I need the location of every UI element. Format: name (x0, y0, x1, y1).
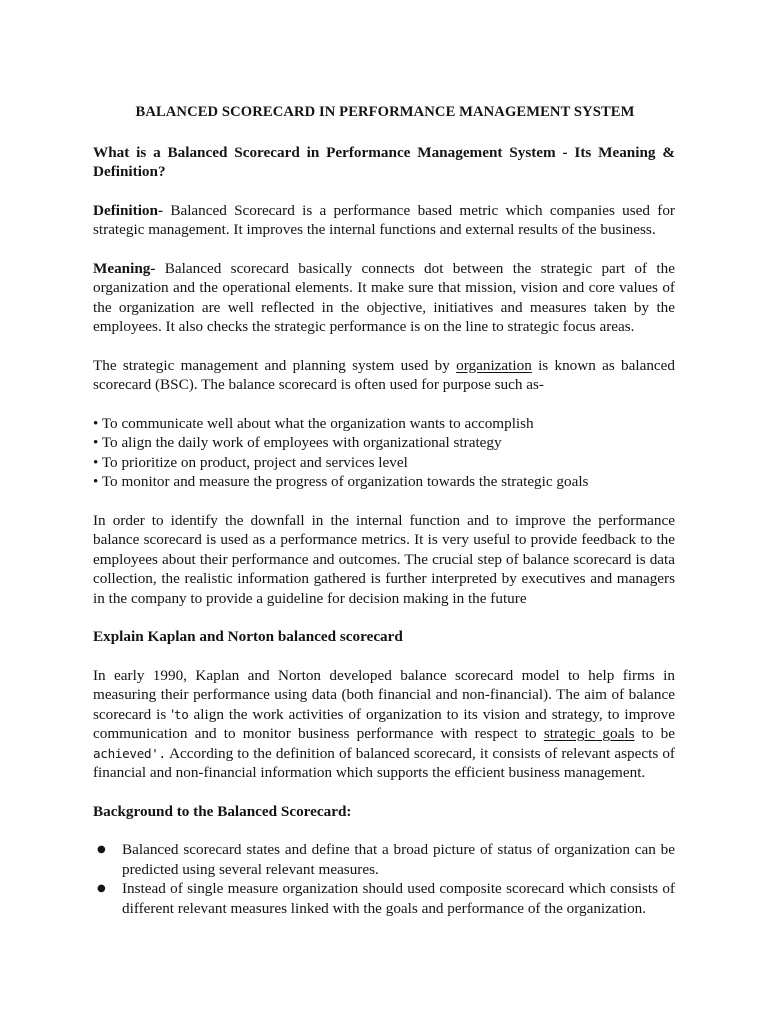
meaning-text: Balanced scorecard basically connects dot between the strategic part of the organization and the operational elements. It make sure that mission, vision and core values of the organization are well reflected in the objective, initiatives and measures taken by the employees. It also checks the strategic performance is on the line to strategic focus areas. (93, 259, 675, 335)
system-text-before: The strategic management and planning system used by (93, 356, 457, 374)
organization-link[interactable]: organization (456, 356, 532, 374)
purpose-list (93, 414, 675, 492)
bullet-dot-icon: ● (97, 883, 106, 894)
kaplan-paragraph (93, 666, 675, 783)
list-item-text: Balanced scorecard states and define that a broad picture of status of organization can be predicted using several relevant measures. (122, 841, 675, 878)
list-item (93, 879, 675, 918)
bullet-dot-icon: ● (97, 844, 106, 855)
meaning-label: Meaning- (93, 259, 156, 277)
question-heading: What is a Balanced Scorecard in Performance Management System - Its Meaning & Definition? (93, 143, 675, 180)
meaning-paragraph (93, 259, 675, 337)
definition-text: Balanced Scorecard is a performance based metric which companies used for strategic management. It improves the internal functions and external results of the business. (93, 201, 675, 238)
list-item: • To monitor and measure the progress of organization towards the strategic goals (93, 473, 589, 490)
definition-paragraph (93, 201, 675, 240)
strategic-goals-link[interactable]: strategic goals (543, 725, 635, 742)
list-item: • To align the daily work of employees with organizational strategy (93, 434, 502, 451)
kaplan-mono-2: achieved'. (93, 745, 166, 761)
downfall-paragraph: In order to identify the downfall in the internal function and to improve the performance balance scorecard is used as a performance metrics. It is very useful to provide feedback to the employees about their performance and outcomes. The crucial step of balance scorecard is data collection, the realistic information gathered is further interpreted by executives and managers in the company to provide a guideline for decision making in the future (93, 511, 675, 607)
definition-label: Definition- (93, 201, 164, 219)
kaplan-text-1: In early 1990, Kaplan and Norton developed balance scorecard model to help firms in measuring their performance using data (both financial and non-financial). The aim of balance scorecard is ' (93, 666, 675, 723)
kaplan-heading: Explain Kaplan and Norton balanced scorecard (93, 628, 403, 645)
page-title: BALANCED SCORECARD IN PERFORMANCE MANAGEMENT SYSTEM (135, 104, 635, 120)
kaplan-text-4: According to the definition of balanced scorecard, it consists of relevant aspects of financial and non-financial information which supports the efficient business management. (93, 744, 675, 781)
system-paragraph (93, 356, 675, 395)
list-item: • To prioritize on product, project and services level (93, 453, 408, 471)
kaplan-text-2: align the work activities of organization to its vision and strategy, to improve communication and to monitor business performance with respect to (93, 705, 676, 742)
background-list (93, 840, 675, 918)
list-item (93, 840, 675, 879)
background-heading: Background to the Balanced Scorecard: (93, 802, 352, 820)
kaplan-text-3: to be (634, 725, 675, 742)
list-item: • To communicate well about what the organization wants to accomplish (93, 414, 534, 432)
kaplan-mono-1: to (174, 706, 189, 722)
list-item-text: Instead of single measure organization should used composite scorecard which consists of different relevant measures linked with the goals and performance of the organization. (122, 880, 675, 917)
system-text-after: is known as balanced scorecard (BSC). The balance scorecard is often used for purpose such as- (93, 356, 675, 393)
